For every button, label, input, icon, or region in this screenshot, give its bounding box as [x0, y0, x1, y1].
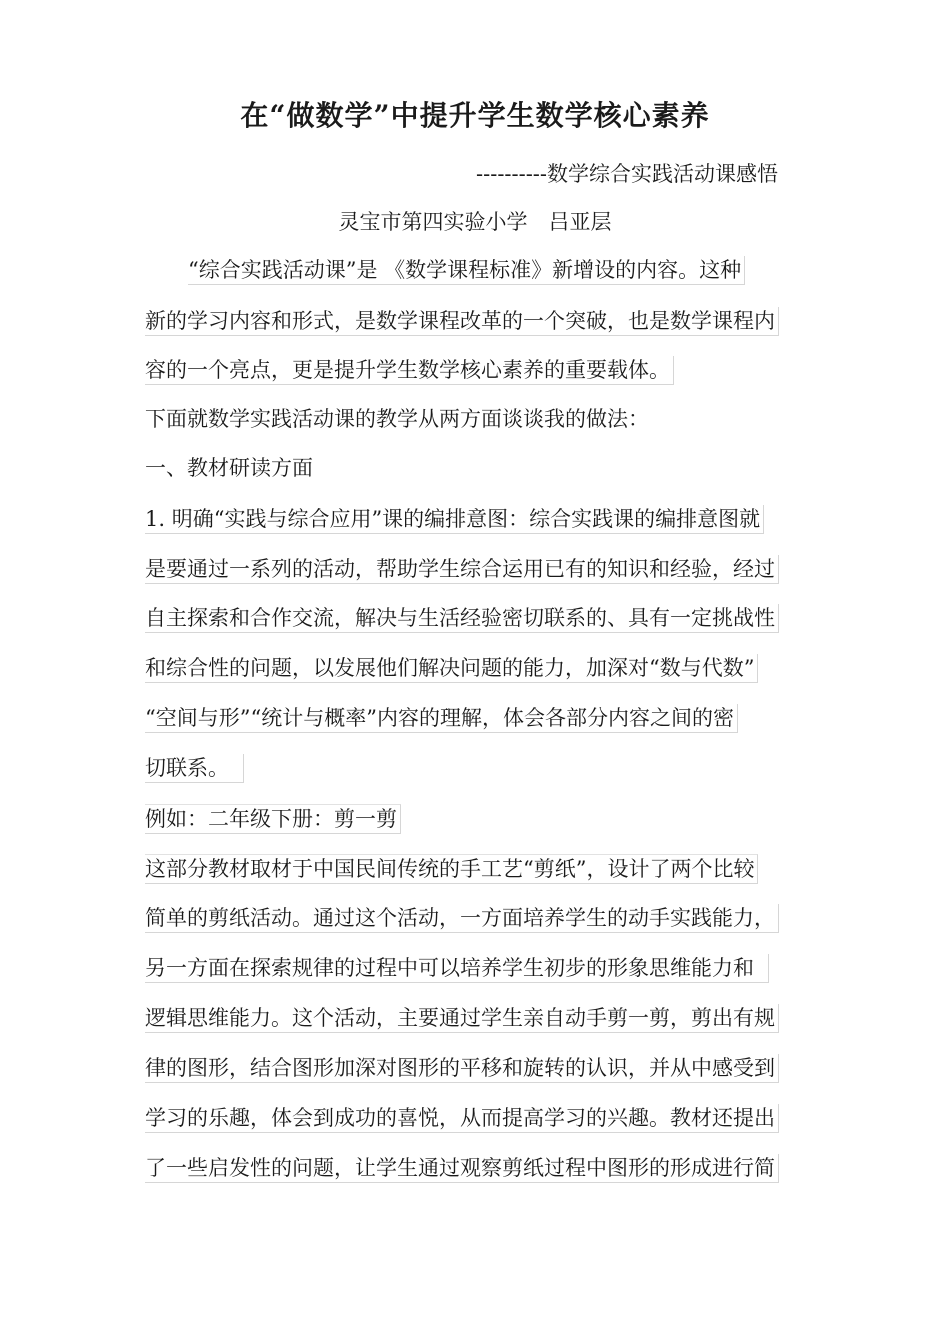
paragraph-line: 是要通过一系列的活动，帮助学生综合运用已有的知识和经验，经过	[145, 555, 779, 584]
paragraph-line: 和综合性的问题，以发展他们解决问题的能力，加深对“数与代数”	[145, 654, 758, 683]
example-heading: 例如：二年级下册：剪一剪	[145, 804, 401, 834]
paragraph-line: 逻辑思维能力。这个活动，主要通过学生亲自动手剪一剪，剪出有规	[145, 1004, 779, 1033]
paragraph-line: 1. 明确“实践与综合应用”课的编排意图：综合实践课的编排意图就	[145, 505, 764, 534]
paragraph-line: “空间与形”“统计与概率”内容的理解，体会各部分内容之间的密	[145, 704, 738, 733]
document-subtitle: ----------数学综合实践活动课感悟	[476, 162, 778, 186]
document-author: 灵宝市第四实验小学 吕亚层	[338, 210, 612, 234]
paragraph-line: 简单的剪纸活动。通过这个活动，一方面培养学生的动手实践能力，	[145, 904, 779, 933]
paragraph-line: 这部分教材取材于中国民间传统的手工艺“剪纸”，设计了两个比较	[145, 854, 758, 884]
paragraph-line: 学习的乐趣，体会到成功的喜悦，从而提高学习的兴趣。教材还提出	[145, 1104, 779, 1133]
paragraph-line: 容的一个亮点，更是提升学生数学核心素养的重要载体。	[145, 356, 674, 385]
paragraph-line: 切联系。	[145, 754, 244, 783]
paragraph-line: 新的学习内容和形式，是数学课程改革的一个突破，也是数学课程内	[145, 307, 779, 336]
paragraph-line: 下面就数学实践活动课的教学从两方面谈谈我的做法：	[145, 407, 649, 431]
paragraph-line: 自主探索和合作交流，解决与生活经验密切联系的、具有一定挑战性	[145, 604, 779, 633]
paragraph-line: 律的图形，结合图形加深对图形的平移和旋转的认识，并从中感受到	[145, 1054, 779, 1083]
paragraph-line: “综合实践活动课”是 《数学课程标准》新增设的内容。这种	[188, 256, 745, 285]
document-title: 在“做数学”中提升学生数学核心素养	[240, 99, 710, 132]
paragraph-line: 另一方面在探索规律的过程中可以培养学生初步的形象思维能力和	[145, 954, 769, 983]
paragraph-line: 了一些启发性的问题，让学生通过观察剪纸过程中图形的形成进行简	[145, 1154, 779, 1183]
section-heading: 一、教材研读方面	[145, 456, 313, 480]
